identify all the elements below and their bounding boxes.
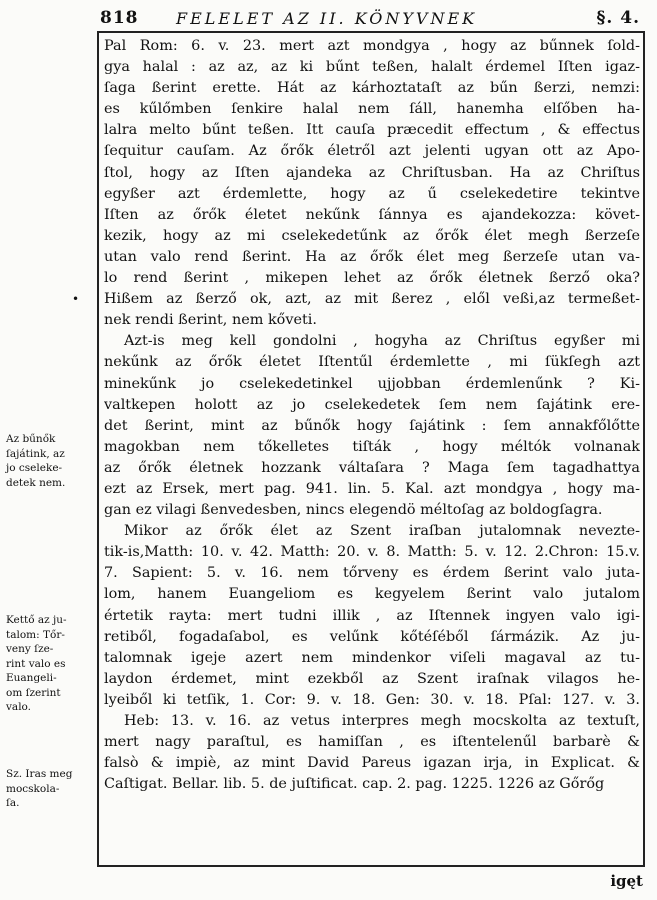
text-line: utan valo rend ßerint. Ha az őrők élet meg ßerzeſe utan va- [104, 248, 640, 265]
text-line: Pal Rom: 6. v. 23. mert azt mondgya , hogy az bűnnek ſold- [104, 38, 640, 54]
text-line: Caſtigat. Bellar. lib. 5. de juſtificat. cap. 2. pag. 1225. 1226 az Gőrőg [104, 776, 605, 793]
text-line: kezik, hogy az mi cselekedetűnk az őrők élet megh ßerzeſe [104, 227, 640, 244]
text-line: mert nagy paraſtul, es hamiſſan , es iſtentelenűl barbarè & [104, 734, 640, 751]
marginal-line: valo. [6, 701, 32, 713]
text-line: laydon érdemet, mint ezekből az Szent iraſnak vilagos he- [104, 670, 640, 687]
text-line: értetik rayta: mert tudni illik , az Iſtennek ingyen valo igi- [104, 607, 640, 624]
text-line: lyeiből ki tetſik, 1. Cor: 9. v. 18. Gen: 30. v. 18. Pſal: 127. v. 3. [104, 691, 640, 708]
marginal-line: rint valo es [6, 657, 66, 670]
text-line: ezt az Ersek, mert pag. 941. lin. 5. Kal. azt mondgya , hogy ma- [104, 480, 640, 497]
marginal-line: veny ſze- [6, 643, 54, 655]
main-text [104, 36, 640, 795]
text-line: 7. Sapient: 5. v. 16. nem tőrveny es érdem ßerint valo juta- [104, 565, 640, 582]
marginal-line: ſajátink, az [6, 447, 65, 460]
marginal-line: ſa. [6, 797, 20, 809]
text-line: Heb: 13. v. 16. az vetus interpres megh mocskolta az textuſt, [124, 713, 640, 729]
marginal-line: Az bűnők [6, 433, 56, 445]
text-line: retiből, fogadaſabol, es velűnk kőtéſéből ſármázik. Az ju- [104, 628, 640, 645]
text-line: tik-is,Matth: 10. v. 42. Matth: 20. v. 8. Matth: 5. v. 12. 2.Chron: 15.v. [104, 544, 640, 561]
marginal-line: Euangeli- [6, 672, 57, 684]
catchword: igęt [610, 872, 643, 890]
text-line: Azt-is meg kell gondolni , hogyha az Chriſtus egyßer mi [124, 333, 640, 350]
text-line: nekűnk az őrők életet Iſtentűl érdemlette , mi ſükſegh azt [104, 354, 640, 371]
section-mark: §. 4. [596, 8, 640, 28]
marginal-note-1 [6, 432, 94, 490]
text-line: ſaga ßerint erette. Hát az kárhoztataſt az bűn ßerzi, nemzi: [104, 80, 640, 97]
text-line: valtkepen holott az jo cselekedetek ſem nem ſajátink ere- [104, 396, 640, 413]
text-line: Mikor az őrők élet az Szent iraſban jutalomnak nevezte- [124, 523, 640, 540]
text-line: Hißem az ßerző ok, azt, az mit ßerez , elől veßi,az termeßet- [104, 291, 640, 308]
text-line: egyßer azt érdemlette, hogy az ű cselekedetire tekintve [104, 185, 640, 202]
text-line: es kűlőmben ſenkire halal nem ſáll, hanemha elſőben ha- [104, 101, 640, 118]
text-line: az őrők életnek hozzank váltaſara ? Maga ſem tagadhattya [104, 459, 640, 476]
marginal-note-3 [6, 767, 94, 811]
text-line: minekűnk jo cselekedetinkel ujjobban érdemlenűnk ? Ki- [104, 375, 640, 392]
marginal-line: jo cseleke- [6, 462, 63, 474]
text-line: det ßerint, mint az bűnők hogy ſajátink : ſem annakfőlőtte [104, 417, 640, 434]
marginal-line: mocskola- [6, 782, 60, 795]
marginal-line: Kettő az ju- [6, 614, 67, 626]
marginal-note-2 [6, 613, 94, 715]
text-line: ſtol, hogy az Iſten ajandeka az Chriſtusban. Ha az Chriſtus [104, 164, 640, 181]
marginal-line: detek nem. [6, 476, 66, 489]
text-line: gan ez vilagi ßenvedesben, nincs elegendö méltoſag az boldogſagra. [104, 502, 603, 519]
running-header [96, 6, 646, 32]
marginal-line: om ſzerint [6, 686, 61, 699]
margin-mark: • [72, 292, 80, 306]
text-line: talomnak igeje azert nem mindenkor viſeli magaval az tu- [104, 649, 640, 666]
marginal-line: talom: Tőr- [6, 628, 65, 641]
page-number: 818 [100, 8, 139, 28]
text-line: lom, hanem Euangeliom es kegyelem ßerint valo jutalom [104, 586, 640, 603]
text-line: lo rend ßerint , mikepen lehet az őrők életnek ßerző oka? [104, 270, 640, 287]
running-title: FELELET AZ II. KÖNYVNEK [176, 9, 478, 28]
text-line: magokban nem tőkelletes tiſták , hogy méltók volnanak [104, 438, 640, 455]
text-line: lalra melto bűnt teßen. Itt cauſa præcedit effectum , & effectus [104, 122, 640, 139]
text-line: falsò & impiè, az mint David Pareus igazan irja, in Explicat. & [104, 755, 640, 772]
text-line: ſequitur cauſam. Az őrők életről azt jelenti ugyan ott az Apo- [104, 143, 640, 160]
text-line: gya halal : az az, az ki bűnt teßen, halalt érdemel Iſten igaz- [104, 59, 640, 76]
text-line: Iſten az őrők életet nekűnk ſánnya es ajandekozza: követ- [104, 206, 640, 223]
text-line: nek rendi ßerint, nem kőveti. [104, 312, 317, 329]
marginal-line: Sz. Iras meg [6, 768, 73, 780]
